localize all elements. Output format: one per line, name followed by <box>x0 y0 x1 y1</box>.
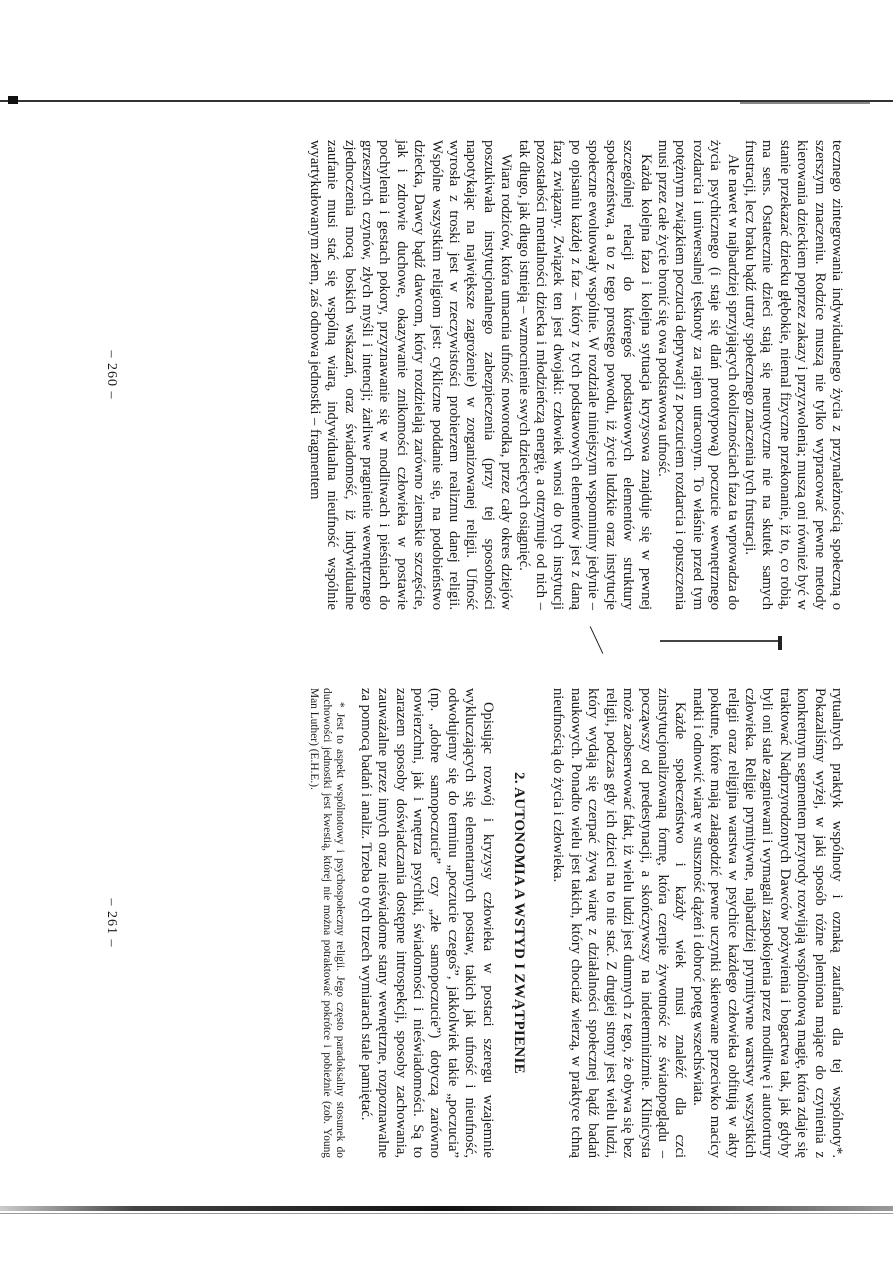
paragraph: Wiara rodziców, która umacnia ufność noworodka, przez cały okres dziejów poszukiwała instytucjonalnego zabezpieczenia (przy tej sposobności napotykając na największe zagrożenie) w zorganizowanej religii. Ufność wyrosła z troski jest w rzeczywistości probierzem realizmu danej religii. Wspólne wszystkim religiom jest: cykliczne poddanie się, na podobieństwo dziecka, Dawcy bądź dawcom, który rozdzielają zarówno ziemskie szczęście, jak i zdrowie duchowe, okazywanie znikomości człowieka w postawie pochylenia i gestach pokory, przyznawanie się w modlitwach i pieśniach do grzesznych czynów, złych myśli i intencji; żarliwe pragnienie wewnętrznego zjednoczenia mocą boskich wskazań, oraz świadomość, iż indywidualne zaufanie musi stać się wspólną wiarą, indywidualna nieufność wspólnie wyartykułowanym złem, zaś odnowa jednostki – fragmentem <box>306 140 515 610</box>
paragraph: Ale nawet w najbardziej sprzyjających okolicznościach faza ta wprowadza do życia psychicznego (i staje się dlań prototypową) poczucie wewnętrznego rozdarcia i uniwersalnej tęsknoty za rajem utraconym. To właśnie przed tym potężnym związkiem poczucia deprywacji z poczuciem rozdarcia i opuszczenia musi przez całe życie bronić się owa podstawowa ufność. <box>654 140 741 610</box>
page-number: – 261 – <box>104 898 119 948</box>
scan-bottom-rule <box>0 1206 893 1211</box>
page-260-body <box>305 140 845 610</box>
paragraph: rytualnych praktyk wspólnoty i oznaką zaufania dla tej wspólnoty*. Pokazaliśmy wyżej, w jaki sposób różne plemiona mające do czynienia z konkretnym segmentem przyrody rozwijają wspólnotową magię, która zdaje się traktować Nadprzyrodzonych Dawców pożywienia i bogactwa tak, jak gdyby byli oni stale zagniewani i wymagali zaspokojenia przez modlitwę i autotortury człowieka. Religie prymitywne, najbardziej prymitywne warstwy wszystkich religii oraz religijna warstwa w psychice każdego człowieka obfitują w akty pokutne, które mają załagodzić pewne uczynki skierowane przeciwko macicy matki i odnowić wiarę w stuszność dążeń i dobroć potęg wszechświata. <box>689 688 845 1158</box>
page-260 <box>85 140 845 610</box>
scan-bottom-thin-rule <box>0 1213 893 1214</box>
page-number: – 260 – <box>104 350 119 400</box>
scan-top-mark <box>8 96 18 104</box>
paragraph: Każda kolejna faza i kolejna sytuacja kryzysowa znajduje się w pewnej szczególnej relacji do któregoś podstawowych elementów struktury społeczeństwa, a to z tego prostego powodu, iż życie ludzkie oraz instytucje społeczne ewoluowały wspólnie. W rozdziale niniejszym wspomnimy jedynie – po opisaniu każdej z faz – który z tych podstawowych elementów jest z daną fazą związany. Związek ten jest dwojaki: człowiek wnosi do tych instytucji pozostałości mentalności dziecka i młodzieńczą energię, a otrzymuje od nich – tak długo, jak długo istnieją – wzmocnienie swych dziecięcych osiągnięć. <box>515 140 654 610</box>
footnote: * Jest to aspekt wspólnotowy i psychospołeczny religii. Jego często paradoksalny stosunek do duchowości jednostki jest kwestią, której nie można potraktować pokrótce i pobieżnie (zob. Young Man Luther) (E.H.E.). <box>307 688 347 1158</box>
scan-top-scratch <box>740 102 870 104</box>
paragraph: Opisując rozwój i kryzysy człowieka w postaci szeregu wzajemnie wykluczających się elementarnych postaw, takich jak ufność i nieufność, odwołujemy się do terminu „poczucie czegoś”, jakkolwiek takie „poczucia” (np. „dobre samopoczucie” czy „złe samopoczucie”) dotyczą zarówno powierzchni, jak i wnętrza psychiki, świadomości i nieświadomości. Są to zarazem sposoby doświadczania dostępne introspekcji, sposoby zachowania, zauważalne przez innych oraz nieświadome stany wewnętrzne, rozpoznawalne za pomocą badań i analiz. Trzeba o tych trzech wymiarach stale pamiętać. <box>357 688 496 1158</box>
paragraph: tecznego zintegrowania indywidualnego życia z przynależnością społeczną o szerszym znaczeniu. Rodzice muszą nie tylko wypracować pewne metody kierowania dzieckiem poprzez zakazy i przyzwolenia; muszą oni również być w stanie przekazać dziecku głębokie, niemal fizyczne przekonanie, iż to, co robią, ma sens. Ostatecznie dzieci stają się neurotyczne nie na skutek samych frustracji, lecz braku bądź utraty społecznego znaczenia tych frustracji. <box>741 140 845 610</box>
paragraph: Każde społeczeństwo i każdy wiek musi znaleźć dla czci zinstytucjonalizowaną formę, która czerpie żywotność ze światopoglądu – począwszy od predestynacji, a skończywszy na indeterminizmie. Klinicysta może zaobserwować fakt, iż wielu ludzi jest dumnych z tego, że obywa się bez religii, podczas gdy ich dzieci na to nie stać. Z drugiej strony jest wielu ludzi, który wydają się czerpać żywą wiarę z działalności społecznej bądź badań naukowych. Ponadto wielu jest takich, który chociaż wierzą, w praktyce tchną nieufnością do życia i człowieka. <box>550 688 689 1158</box>
book-spread-rotated <box>85 140 845 1160</box>
page-261 <box>85 688 845 1158</box>
page-261-body <box>306 688 845 1158</box>
section-heading: 2. AUTONOMIA A WSTYD I ZWĄTPIENIE <box>511 772 528 1074</box>
